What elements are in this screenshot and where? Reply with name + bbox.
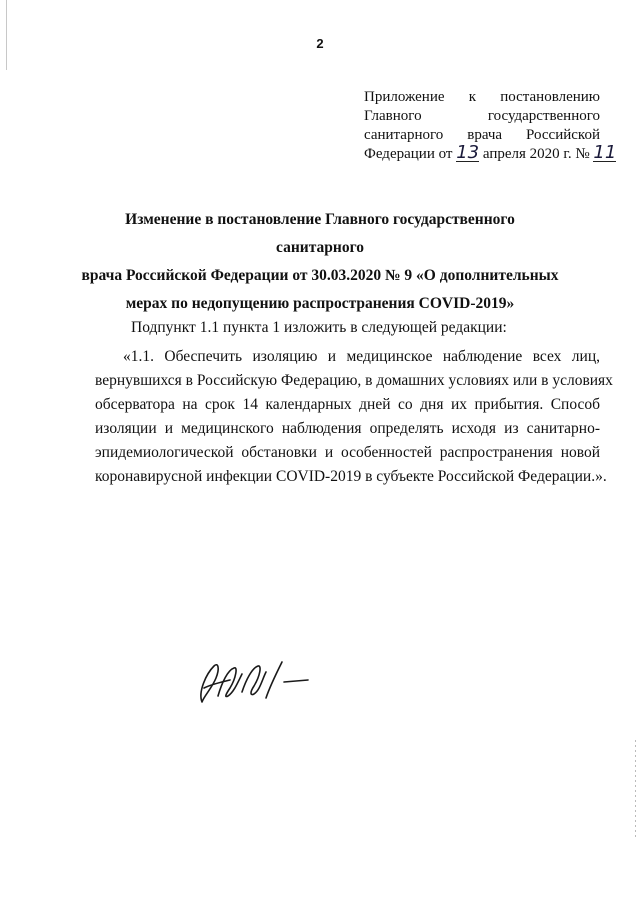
paragraph-line: обсерватора на срок 14 календарных дней со дня их прибытия. Способ xyxy=(95,396,600,413)
appendix-line-4 xyxy=(364,142,617,164)
signature xyxy=(196,652,316,710)
appendix-word: государственного xyxy=(487,108,600,124)
appendix-word: Российской xyxy=(526,127,600,143)
paragraph-line: эпидемиологической обстановки и особенностей распространения новой xyxy=(95,444,600,461)
appendix-date-prefix: Федерации от xyxy=(364,146,453,162)
paragraph-line: вернувшихся в Российскую Федерацию, в домашних условиях или в условиях xyxy=(95,372,613,389)
title-line: Изменение в постановление Главного государственного санитарного xyxy=(125,211,515,256)
appendix-number: 11 xyxy=(593,142,617,163)
appendix-line-2 xyxy=(364,107,600,126)
appendix-word: Приложение xyxy=(364,89,445,105)
appendix-word: Главного xyxy=(364,108,422,124)
appendix-line-1 xyxy=(364,88,600,107)
appendix-word: врача xyxy=(467,127,503,143)
title-line: врача Российской Федерации от 30.03.2020 № 9 «О дополнительных xyxy=(81,267,559,284)
page-number: 2 xyxy=(316,36,324,51)
intro-paragraph: Подпункт 1.1 пункта 1 изложить в следующей редакции: xyxy=(131,319,507,336)
appendix-word: постановлению xyxy=(500,89,600,105)
scan-edge-left xyxy=(6,0,7,70)
amendment-paragraph xyxy=(95,345,613,489)
document-title xyxy=(80,206,560,318)
paragraph-line: коронавирусной инфекции COVID-2019 в субъекте Российской Федерации.». xyxy=(95,468,607,485)
scan-edge-right xyxy=(635,740,636,840)
appendix-line-3 xyxy=(364,126,600,145)
appendix-header xyxy=(364,88,617,164)
paragraph-line: изоляции и медицинского наблюдения определять исходя из санитарно- xyxy=(95,420,600,437)
title-line: мерах по недопущению распространения COVID-2019» xyxy=(125,295,515,312)
paragraph-line: «1.1. Обеспечить изоляцию и медицинское наблюдение всех лиц, xyxy=(123,348,600,365)
appendix-word: к xyxy=(468,89,477,105)
appendix-word: санитарного xyxy=(364,127,444,143)
appendix-date-middle: апреля 2020 г. № xyxy=(482,146,590,162)
appendix-date-day: 13 xyxy=(456,142,480,163)
